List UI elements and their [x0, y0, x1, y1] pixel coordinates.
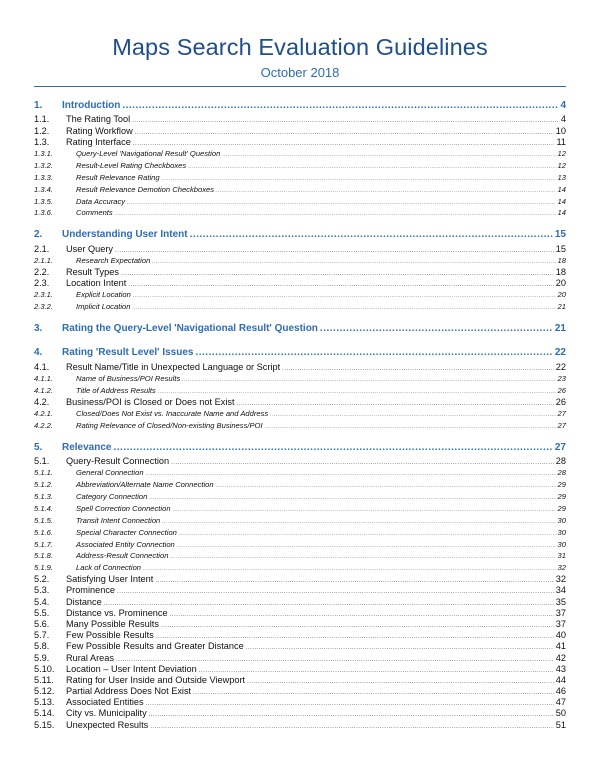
toc-entry-number: 2.3.1. [34, 290, 53, 300]
toc-entry-page-number: 23 [557, 373, 566, 383]
toc-entry-label: Rating Workflow [66, 125, 133, 136]
toc-entry-page-number: 20 [557, 290, 566, 300]
toc-entry-number: 5.3. [34, 585, 50, 596]
toc-entry-number: 5.15. [34, 719, 55, 730]
toc-entry-number: 4.1. [34, 361, 50, 372]
toc-entry-label: Location – User Intent Deviation [66, 663, 197, 674]
toc-entry-label: Spell Correction Connection [76, 503, 171, 513]
toc-entry-number: 2.3.2. [34, 302, 53, 312]
toc-entry-level-2[interactable] [34, 137, 566, 148]
document-date: October 2018 [260, 65, 340, 80]
toc-entry-label: User Query [66, 243, 113, 254]
toc-entry-label: Query-Result Connection [66, 456, 170, 467]
toc-entry-level-3[interactable] [34, 385, 566, 397]
toc-entry-level-3[interactable] [34, 491, 566, 503]
toc-entry-number: 1.3.5. [34, 196, 53, 206]
toc-entry-page-number: 27 [557, 420, 566, 430]
document-title: Maps Search Evaluation Guidelines [112, 34, 488, 60]
toc-entry-label: Satisfying User Intent [66, 574, 154, 585]
toc-entry-page-number: 27 [557, 408, 566, 418]
toc-entry-number: 1.3.3. [34, 172, 53, 182]
toc-entry-level-3[interactable] [34, 373, 566, 385]
toc-entry-label: Prominence [66, 585, 116, 596]
toc-entry-level-3[interactable] [34, 539, 566, 551]
toc-entry-page-number: 15 [554, 229, 566, 241]
toc-entry-page-number: 32 [557, 563, 566, 573]
toc-entry-label: Associated Entity Connection [76, 539, 175, 549]
toc-entry-page-number: 50 [555, 708, 566, 719]
toc-entry-number: 1.3.1. [34, 148, 53, 158]
toc-entry-page-number: 10 [555, 125, 566, 136]
toc-entry-label: Abbreviation/Alternate Name Connection [76, 480, 214, 490]
toc-entry-level-3[interactable] [34, 160, 566, 172]
toc-entry-page-number: 41 [555, 641, 566, 652]
dot-leader [320, 322, 553, 335]
toc-entry-page-number: 14 [557, 196, 566, 206]
toc-entry-level-2[interactable] [34, 686, 566, 697]
toc-entry-level-3[interactable] [34, 527, 566, 539]
toc-entry-level-2[interactable] [34, 397, 566, 408]
toc-entry-label: Implicit Location [76, 302, 131, 312]
toc-entry-page-number: 46 [555, 686, 566, 697]
toc-entry-label: Rating Interface [66, 136, 131, 147]
toc-entry-label: Query-Level 'Navigational Result' Question [76, 148, 221, 158]
toc-entry-level-2[interactable] [34, 278, 566, 289]
title-divider [34, 86, 566, 87]
toc-entry-label: Data Accuracy [76, 196, 126, 206]
toc-entry-page-number: 22 [554, 347, 566, 359]
toc-entry-label: Transit Intent Connection [76, 515, 161, 525]
toc-entry-number: 4.2.2. [34, 420, 53, 430]
toc-entry-page-number: 28 [555, 456, 566, 467]
toc-entry-page-number: 12 [557, 160, 566, 170]
toc-entry-label: Result-Level Rating Checkboxes [76, 160, 187, 170]
toc-entry-number: 1.3.2. [34, 160, 53, 170]
toc-entry-page-number: 44 [555, 674, 566, 685]
toc-entry-page-number: 47 [555, 697, 566, 708]
toc-entry-level-1[interactable] [34, 441, 566, 454]
toc-entry-level-3[interactable] [34, 467, 566, 479]
toc-entry-page-number: 43 [555, 663, 566, 674]
toc-entry-number: 1.3. [34, 136, 50, 147]
toc-entry-label: Business/POI is Closed or Does not Exist [66, 396, 235, 407]
toc-entry-number: 5.1.9. [34, 563, 53, 573]
toc-entry-number: 2.3. [34, 277, 50, 288]
dot-leader [115, 209, 556, 221]
toc-entry-page-number: 35 [555, 596, 566, 607]
dot-leader [132, 303, 555, 315]
toc-entry-label: Rating 'Result Level' Issues [62, 347, 194, 359]
toc-entry-label: The Rating Tool [66, 114, 131, 125]
toc-entry-level-2[interactable] [34, 641, 566, 652]
toc-entry-label: Many Possible Results [66, 618, 159, 629]
toc-entry-number: 5.10. [34, 663, 55, 674]
section-gap [34, 337, 566, 343]
toc-entry-number: 5.1.4. [34, 503, 53, 513]
toc-entry-level-3[interactable] [34, 255, 566, 267]
toc-entry-label: Understanding User Intent [62, 229, 188, 241]
toc-entry-level-2[interactable] [34, 114, 566, 125]
toc-entry-page-number: 18 [557, 255, 566, 265]
toc-entry-page-number: 4 [560, 100, 566, 111]
toc-entry-label: Name of Business/POI Results [76, 373, 181, 383]
toc-entry-number: 5.8. [34, 641, 50, 652]
toc-entry-label: Comments [76, 208, 113, 218]
toc-entry-page-number: 34 [555, 585, 566, 596]
toc-entry-level-1[interactable] [34, 346, 566, 359]
toc-entry-page-number: 14 [557, 208, 566, 218]
toc-entry-label: Result Types [66, 266, 119, 277]
toc-entry-page-number: 11 [556, 136, 566, 147]
toc-entry-number: 5.4. [34, 596, 50, 607]
toc-entry-label: Few Possible Results and Greater Distance [66, 641, 244, 652]
toc-entry-page-number: 29 [557, 480, 566, 490]
toc-entry-number: 5.2. [34, 574, 50, 585]
toc-entry-number: 5.9. [34, 652, 50, 663]
dot-leader [113, 441, 552, 454]
toc-entry-level-2[interactable] [34, 597, 566, 608]
dot-leader [122, 99, 558, 112]
toc-entry-page-number: 12 [557, 148, 566, 158]
toc-entry-level-3[interactable] [34, 207, 566, 219]
toc-entry-label: Few Possible Results [66, 630, 154, 641]
toc-entry-page-number: 26 [555, 396, 566, 407]
toc-entry-number: 4.1.1. [34, 373, 53, 383]
toc-entry-number: 5.1.2. [34, 480, 53, 490]
toc-entry-number: 1.3.6. [34, 208, 53, 218]
toc-entry-label: Research Expectation [76, 255, 151, 265]
toc-entry-number: 5.12. [34, 686, 55, 697]
toc-entry-level-2[interactable] [34, 664, 566, 675]
toc-entry-number: 5.5. [34, 607, 50, 618]
toc-entry-page-number: 28 [557, 468, 566, 478]
toc-entry-number: 5.6. [34, 618, 50, 629]
toc-entry-number: 5.11. [34, 674, 54, 685]
toc-entry-page-number: 30 [557, 527, 566, 537]
toc-entry-label: Introduction [62, 100, 121, 111]
toc-entry-label: Explicit Location [76, 290, 131, 300]
dot-leader [150, 722, 554, 733]
toc-entry-label: Rating for User Inside and Outside Viewport [66, 674, 246, 685]
toc-entry-page-number: 26 [557, 385, 566, 395]
toc-entry-level-3[interactable] [34, 550, 566, 562]
toc-entry-number: 4. [34, 347, 43, 359]
toc-entry-level-3[interactable] [34, 172, 566, 184]
toc-entry-number: 1.3.4. [34, 184, 53, 194]
toc-entry-page-number: 4 [560, 114, 566, 125]
toc-entry-level-3[interactable] [34, 515, 566, 527]
toc-entry-label: Distance vs. Prominence [66, 607, 168, 618]
toc-entry-number: 1.2. [34, 125, 50, 136]
toc-entry-number: 5.1.3. [34, 492, 53, 501]
toc-entry-level-2[interactable] [34, 126, 566, 137]
toc-entry-page-number: 14 [557, 184, 566, 194]
toc-entry-page-number: 40 [555, 630, 566, 641]
toc-entry-level-2[interactable] [34, 456, 566, 467]
toc-entry-label: Address-Result Connection [76, 551, 169, 561]
toc-entry-number: 3. [34, 322, 43, 334]
toc-entry-number: 2.1.1. [34, 255, 53, 265]
toc-entry-number: 5.1.5. [34, 515, 53, 525]
toc-entry-level-2[interactable] [34, 708, 566, 719]
toc-entry-level-1[interactable] [34, 322, 566, 335]
toc-entry-page-number: 51 [555, 719, 566, 730]
toc-entry-label: Special Character Connection [76, 527, 177, 537]
dot-leader [195, 346, 552, 359]
toc-entry-label: Closed/Does Not Exist vs. Inaccurate Name and Address [76, 408, 269, 418]
toc-entry-label: Result Relevance Rating [76, 172, 160, 182]
toc-entry-number: 4.2.1. [34, 408, 53, 418]
toc-entry-page-number: 15 [555, 243, 566, 254]
toc-entry-label: Distance [66, 596, 102, 607]
toc-entry-number: 5.1.1. [34, 468, 53, 478]
toc-entry-page-number: 29 [557, 492, 566, 501]
toc-entry-level-2[interactable] [34, 362, 566, 373]
toc-entry-page-number: 32 [555, 574, 566, 585]
toc-entry-page-number: 31 [557, 551, 566, 561]
toc-entry-label: General Connection [76, 468, 144, 478]
toc-entry-level-2[interactable] [34, 619, 566, 630]
toc-entry-level-3[interactable] [34, 503, 566, 515]
toc-entry-page-number: 22 [555, 361, 566, 372]
toc-entry-level-1[interactable] [34, 228, 566, 241]
toc-entry-number: 5.13. [34, 697, 55, 708]
toc-entry-number: 5.1.7. [34, 539, 53, 549]
toc-entry-page-number: 20 [555, 277, 566, 288]
toc-entry-level-2[interactable] [34, 608, 566, 619]
toc-entry-label: Lack of Connection [76, 563, 142, 573]
toc-entry-level-2[interactable] [34, 244, 566, 255]
toc-entry-label: Location Intent [66, 277, 127, 288]
toc-entry-label: Result Name/Title in Unexpected Language or Script [66, 361, 281, 372]
toc-entry-page-number: 21 [554, 322, 566, 334]
toc-entry-level-3[interactable] [34, 408, 566, 420]
toc-entry-page-number: 13 [557, 172, 566, 182]
toc-entry-level-1[interactable] [34, 99, 566, 112]
toc-entry-number: 5.7. [34, 630, 50, 641]
toc-entry-label: Title of Address Results [76, 385, 156, 395]
toc-entry-level-2[interactable] [34, 697, 566, 708]
toc-entry-label: Unexpected Results [66, 719, 149, 730]
toc-entry-number: 5.1.8. [34, 551, 53, 561]
dot-leader [190, 228, 553, 241]
toc-entry-level-2[interactable] [34, 675, 566, 686]
toc-entry-page-number: 30 [557, 539, 566, 549]
toc-entry-label: Associated Entities [66, 697, 144, 708]
toc-entry-page-number: 21 [557, 302, 566, 312]
toc-entry-page-number: 37 [555, 618, 566, 629]
toc-entry-level-3[interactable] [34, 196, 566, 208]
toc-entry-level-3[interactable] [34, 420, 566, 432]
toc-entry-label: Rural Areas [66, 652, 115, 663]
toc-entry-number: 4.2. [34, 396, 50, 407]
toc-entry-number: 2. [34, 229, 43, 241]
toc-entry-number: 1.1. [34, 114, 50, 125]
toc-entry-level-2[interactable] [34, 653, 566, 664]
toc-entry-level-3[interactable] [34, 289, 566, 301]
toc-entry-page-number: 30 [557, 515, 566, 525]
toc-entry-level-3[interactable] [34, 148, 566, 160]
table-of-contents [34, 96, 566, 731]
toc-entry-label: City vs. Municipality [66, 708, 147, 719]
toc-entry-label: Relevance [62, 441, 112, 453]
toc-entry-page-number: 42 [555, 652, 566, 663]
toc-entry-level-2[interactable] [34, 585, 566, 596]
toc-entry-number: 5.14. [34, 708, 55, 719]
toc-entry-level-2[interactable] [34, 267, 566, 278]
toc-entry-number: 2.2. [34, 266, 50, 277]
toc-entry-number: 2.1. [34, 243, 50, 254]
toc-entry-number: 5. [34, 441, 43, 453]
toc-entry-page-number: 29 [557, 503, 566, 513]
toc-entry-level-3[interactable] [34, 184, 566, 196]
toc-entry-label: Category Connection [76, 492, 148, 501]
toc-entry-label: Rating Relevance of Closed/Non-existing Business/POI [76, 420, 263, 430]
toc-entry-level-3[interactable] [34, 562, 566, 574]
toc-entry-page-number: 37 [555, 607, 566, 618]
toc-entry-level-3[interactable] [34, 479, 566, 491]
toc-entry-level-2[interactable] [34, 630, 566, 641]
toc-entry-label: Rating the Query-Level 'Navigational Result' Question [62, 322, 318, 334]
toc-entry-level-3[interactable] [34, 301, 566, 313]
toc-entry-level-2[interactable] [34, 574, 566, 585]
toc-entry-page-number: 18 [555, 266, 566, 277]
toc-entry-label: Result Relevance Demotion Checkboxes [76, 184, 215, 194]
toc-entry-number: 4.1.2. [34, 385, 53, 395]
toc-entry-page-number: 27 [554, 441, 566, 453]
toc-entry-number: 5.1.6. [34, 527, 53, 537]
dot-leader [265, 422, 556, 434]
toc-entry-number: 1. [34, 100, 43, 111]
toc-entry-label: Partial Address Does Not Exist [66, 686, 192, 697]
toc-entry-number: 5.1. [34, 456, 50, 467]
toc-entry-level-2[interactable] [34, 720, 566, 731]
